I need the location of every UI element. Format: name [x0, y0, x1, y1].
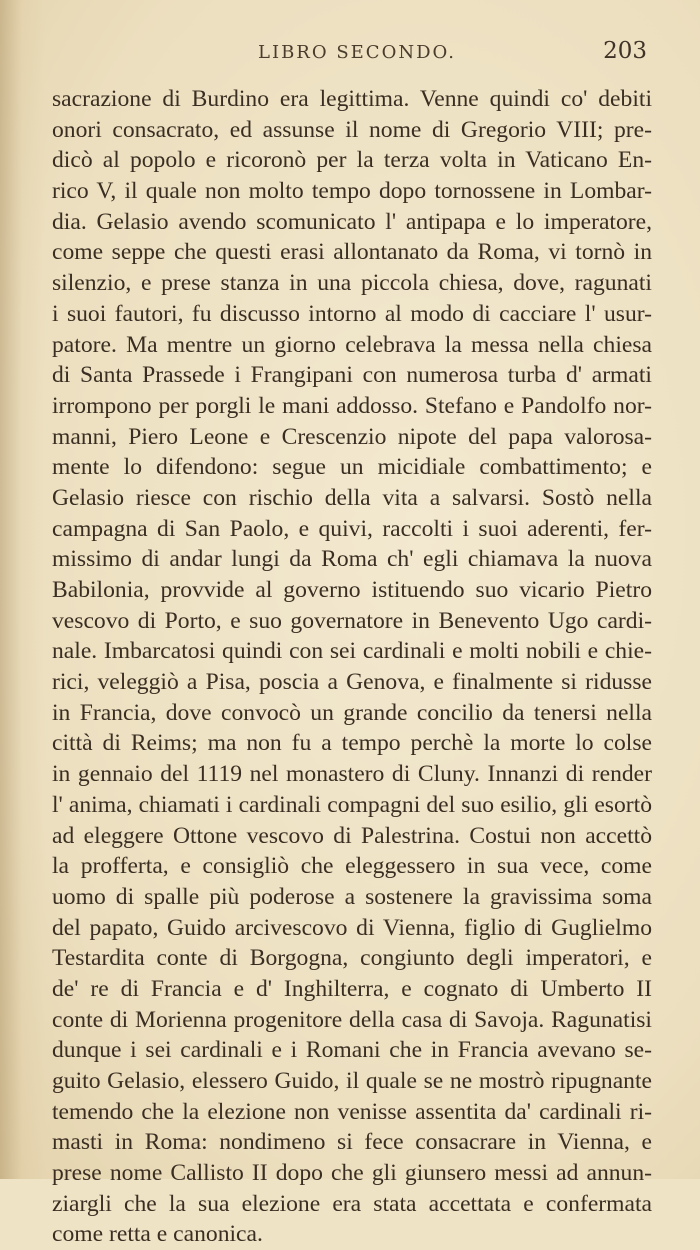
text-line: onori consacrato, ed assunse il nome di Gregorio VIII; pre-	[52, 116, 652, 143]
text-line: de' re di Francia e d' Inghilterra, e cognato di Umberto II	[52, 975, 652, 1002]
text-line: dia. Gelasio avendo scomunicato l' antipapa e lo imperatore,	[52, 208, 652, 235]
text-line: silenzio, e prese stanza in una piccola chiesa, dove, ragunati	[52, 270, 652, 297]
text-line: rici, veleggiò a Pisa, poscia a Genova, e finalmente si ridusse	[52, 669, 652, 696]
text-line: di Santa Prassede i Frangipani con numerosa turba d' armati	[52, 362, 652, 389]
text-line: campagna di San Paolo, e quivi, raccolti i suoi aderenti, fer-	[52, 515, 652, 542]
running-head	[0, 38, 700, 72]
text-line: l' anima, chiamati i cardinali compagni del suo esilio, gli esortò	[52, 791, 652, 818]
body-text	[52, 84, 652, 1250]
text-line: irrompono per porgli le mani addosso. Stefano e Pandolfo nor-	[52, 392, 652, 419]
page-number: 203	[603, 38, 647, 64]
text-line: Testardita conte di Borgogna, congiunto degli imperatori, e	[52, 945, 652, 972]
text-line: guito Gelasio, elessero Guido, il quale se ne mostrò ripugnante	[52, 1068, 652, 1094]
text-line: come seppe che questi erasi allontanato da Roma, vi tornò in	[52, 239, 652, 266]
text-line: città di Reims; ma non fu a tempo perchè la morte lo colse	[52, 730, 652, 757]
text-line: del papato, Guido arcivescovo di Vienna, figlio di Guglielmo	[52, 914, 652, 941]
text-line: masti in Roma: nondimeno si fece consacrare in Vienna, e	[52, 1129, 652, 1156]
text-line: patore. Ma mentre un giorno celebrava la messa nella chiesa	[52, 331, 652, 358]
running-head-title: LIBRO SECONDO.	[258, 42, 456, 63]
text-line: dicò al popolo e ricoronò per la terza volta in Vaticano En-	[52, 147, 652, 174]
text-line: mente lo difendono: segue un micidiale combattimento; e	[52, 454, 652, 481]
text-line: dunque i sei cardinali e i Romani che in Francia avevano se-	[52, 1037, 652, 1064]
text-line: i suoi fautori, fu discusso intorno al modo di cacciare l' usur-	[52, 300, 652, 327]
text-line: uomo di spalle più poderose a sostenere la gravissima soma	[52, 883, 652, 910]
text-line: come retta e canonica.	[52, 1221, 263, 1248]
text-line: manni, Piero Leone e Crescenzio nipote del papa valorosa-	[52, 423, 652, 450]
text-line: in Francia, dove convocò un grande concilio da tenersi nella	[52, 699, 652, 726]
text-line: prese nome Callisto II dopo che gli giunsero messi ad annun-	[52, 1160, 652, 1187]
text-line: missimo di andar lungi da Roma ch' egli chiamava la nuova	[52, 546, 652, 573]
text-line: vescovo di Porto, e suo governatore in Benevento Ugo cardi-	[52, 607, 652, 634]
text-line: sacrazione di Burdino era legittima. Venne quindi co' debiti	[52, 86, 652, 112]
text-line: la profferta, e consigliò che eleggessero in sua vece, come	[52, 853, 652, 880]
text-line: temendo che la elezione non venisse assentita da' cardinali ri-	[52, 1098, 652, 1125]
text-line: conte di Morienna progenitore della casa di Savoja. Ragunatisi	[52, 1006, 652, 1033]
text-line: Gelasio riesce con rischio della vita a salvarsi. Sostò nella	[52, 484, 652, 511]
text-line: ziargli che la sua elezione era stata accettata e confermata	[52, 1190, 652, 1217]
text-line: nale. Imbarcatosi quindi con sei cardinali e molti nobili e chie-	[52, 638, 652, 665]
text-line: Babilonia, provvide al governo istituendo suo vicario Pietro	[52, 577, 652, 603]
text-line: in gennaio del 1119 nel monastero di Cluny. Innanzi di render	[52, 761, 652, 788]
text-line: rico V, il quale non molto tempo dopo tornossene in Lombar-	[52, 178, 652, 205]
text-line: ad eleggere Ottone vescovo di Palestrina. Costui non accettò	[52, 822, 652, 849]
